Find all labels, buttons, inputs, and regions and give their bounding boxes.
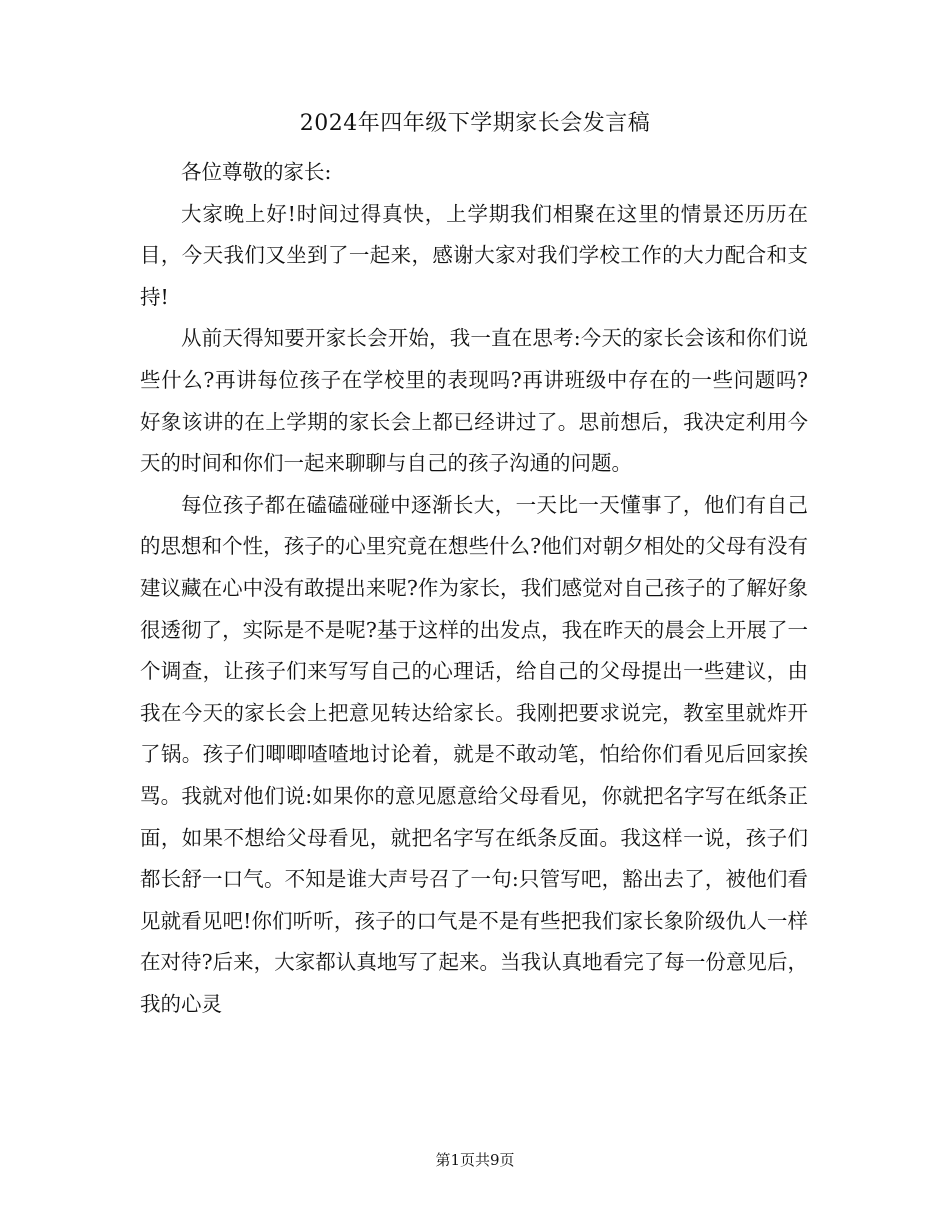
body-paragraph-greeting: 大家晚上好!时间过得真快，上学期我们相聚在这里的情景还历历在目，今天我们又坐到了一起来，感谢大家对我们学校工作的大力配合和支持! [140,201,808,309]
page-number-footer: 第1页共9页 [435,1151,515,1169]
document-body [140,152,808,1025]
salutation-paragraph: 各位尊敬的家长: [181,160,332,184]
body-paragraph-topic: 从前天得知要开家长会开始，我一直在思考:今天的家长会该和你们说些什么?再讲每位孩子在学校里的表现吗?再讲班级中存在的一些问题吗?好象该讲的在上学期的家长会上都已经讲过了。思前想后，我决定利用今天的时间和你们一起来聊聊与自己的孩子沟通的问题。 [140,326,808,476]
document-title: 2024年四年级下学期家长会发言稿 [299,111,651,136]
body-paragraph-survey: 每位孩子都在磕磕碰碰中逐渐长大，一天比一天懂事了，他们有自己的思想和个性，孩子的心里究竟在想些什么?他们对朝夕相处的父母有没有建议藏在心中没有敢提出来呢?作为家长，我们感觉对自己孩子的了解好象很透彻了，实际是不是呢?基于这样的出发点，我在昨天的晨会上开展了一个调查，让孩子们来写写自己的心理话，给自己的父母提出一些建议，由我在今天的家长会上把意见转达给家长。我刚把要求说完，教室里就炸开了锅。孩子们唧唧喳喳地讨论着，就是不敢动笔，怕给你们看见后回家挨骂。我就对他们说:如果你的意见愿意给父母看见，你就把名字写在纸条正面，如果不想给父母看见，就把名字写在纸条反面。我这样一说，孩子们都长舒一口气。不知是谁大声号召了一句:只管写吧，豁出去了，被他们看见就看见吧!你们听听，孩子的口气是不是有些把我们家长象阶级仇人一样在对待?后来，大家都认真地写了起来。当我认真地看完了每一份意见后，我的心灵 [140,492,808,1016]
